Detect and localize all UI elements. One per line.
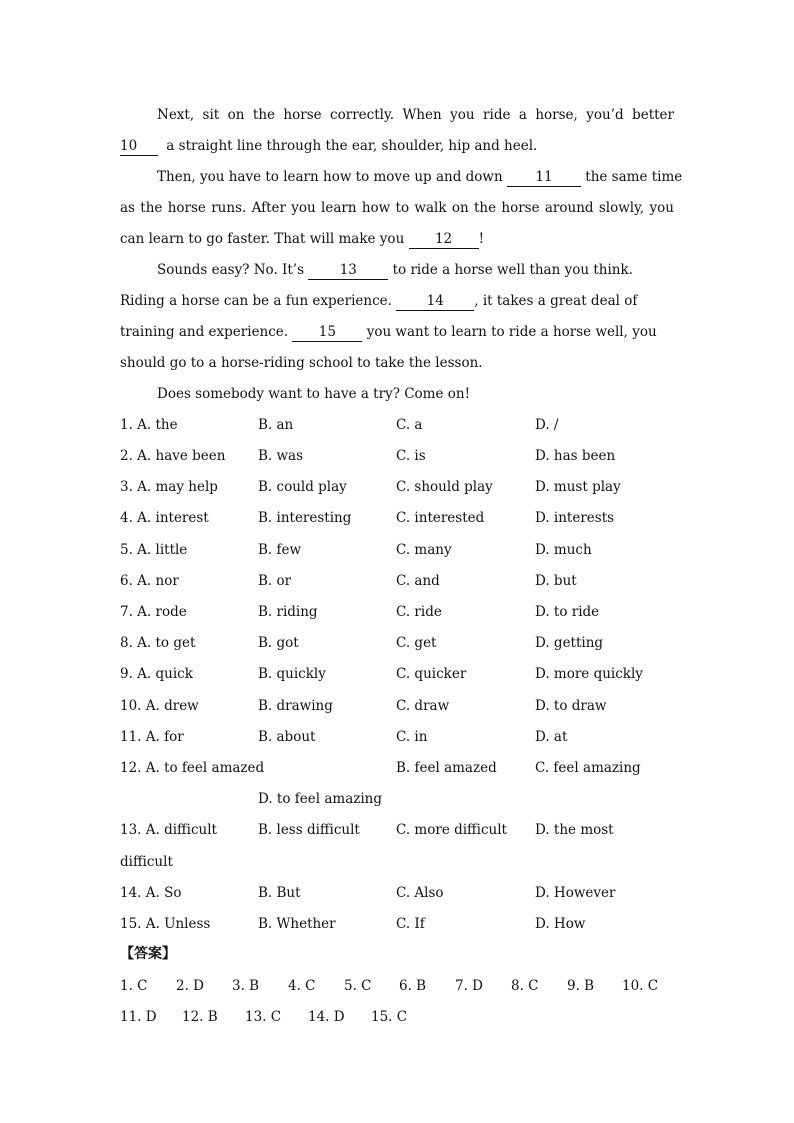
question-10-option-d: D. to draw: [535, 698, 607, 714]
question-4-option-a: 4. A. interest: [120, 510, 209, 526]
question-10-option-c: C. draw: [396, 698, 450, 714]
answer-item: 9. B: [567, 978, 595, 994]
passage-text: the same time: [585, 169, 683, 185]
question-7-option-b: B. riding: [258, 604, 318, 620]
blank-11: 11: [507, 169, 581, 187]
passage-text: Then, you have to learn how to move up and down: [157, 169, 503, 185]
question-13-option-c: C. more difficult: [396, 822, 507, 838]
answer-item: 13. C: [245, 1009, 282, 1025]
question-15-option-a: 15. A. Unless: [120, 916, 211, 932]
passage-line: [120, 198, 674, 218]
question-14-option-b: B. But: [258, 885, 301, 901]
answer-item: 3. B: [232, 978, 260, 994]
question-14-option-a: 14. A. So: [120, 885, 182, 901]
passage-text: a straight line through the ear, shoulder, hip and heel.: [166, 138, 538, 154]
blank-14: 14: [396, 293, 474, 311]
question-6-option-b: B. or: [258, 573, 292, 589]
question-3-option-d: D. must play: [535, 479, 621, 495]
question-14-option-c: C. Also: [396, 885, 444, 901]
passage-text: to ride a horse well than you think.: [392, 262, 633, 278]
question-4-option-c: C. interested: [396, 510, 485, 526]
answer-item: 8. C: [511, 978, 539, 994]
passage-text: can learn to go faster. That will make you: [120, 231, 405, 247]
question-13-option-d: D. the most: [535, 822, 614, 838]
question-3-option-b: B. could play: [258, 479, 347, 495]
passage-text: Sounds easy? No. It’s: [157, 262, 305, 278]
answer-item: 14. D: [308, 1009, 345, 1025]
question-10-option-b: B. drawing: [258, 698, 333, 714]
blank-12: 12: [409, 231, 479, 249]
passage-text: you want to learn to ride a horse well, you: [366, 324, 657, 340]
question-12-option-a: 12. A. to feel amazed: [120, 760, 265, 776]
question-15-option-b: B. Whether: [258, 916, 336, 932]
passage-text: !: [478, 231, 484, 247]
question-7-option-a: 7. A. rode: [120, 604, 187, 620]
question-5-option-c: C. many: [396, 542, 452, 558]
question-2-option-d: D. has been: [535, 448, 616, 464]
answer-item: 6. B: [399, 978, 427, 994]
question-13-option-a: 13. A. difficult: [120, 822, 217, 838]
question-2-option-a: 2. A. have been: [120, 448, 226, 464]
answer-item: 4. C: [288, 978, 316, 994]
question-6-option-c: C. and: [396, 573, 440, 589]
answer-heading: 【答案】: [120, 946, 176, 962]
passage-line: [120, 136, 674, 156]
answer-item: 12. B: [182, 1009, 218, 1025]
question-7-option-d: D. to ride: [535, 604, 600, 620]
question-11-option-a: 11. A. for: [120, 729, 184, 745]
question-15-option-c: C. If: [396, 916, 425, 932]
question-3-option-a: 3. A. may help: [120, 479, 218, 495]
blank-13: 13: [308, 262, 388, 280]
question-8-option-b: B. got: [258, 635, 299, 651]
passage-line: [120, 353, 674, 373]
answer-item: 1. C: [120, 978, 148, 994]
question-12-option-b: B. feel amazed: [396, 760, 497, 776]
question-9-option-c: C. quicker: [396, 666, 467, 682]
question-4-option-b: B. interesting: [258, 510, 352, 526]
question-6-option-a: 6. A. nor: [120, 573, 179, 589]
passage-text: Next, sit on the horse correctly. When you ride a horse, you’d better: [157, 107, 674, 123]
question-6-option-d: D. but: [535, 573, 577, 589]
question-11-option-c: C. in: [396, 729, 428, 745]
question-2-option-b: B. was: [258, 448, 304, 464]
question-5-option-a: 5. A. little: [120, 542, 188, 558]
passage-text: as the horse runs. After you learn how to walk on the horse around slowly, you: [120, 200, 674, 216]
passage-line: [157, 105, 674, 125]
question-11-option-d: D. at: [535, 729, 568, 745]
question-1-option-c: C. a: [396, 417, 423, 433]
passage-line: [157, 167, 683, 187]
question-9-option-b: B. quickly: [258, 666, 326, 682]
answer-item: 15. C: [371, 1009, 408, 1025]
passage-line: [120, 322, 674, 342]
question-7-option-c: C. ride: [396, 604, 442, 620]
question-2-option-c: C. is: [396, 448, 426, 464]
question-1-option-a: 1. A. the: [120, 417, 178, 433]
answer-item: 2. D: [176, 978, 204, 994]
passage-line: [157, 384, 674, 404]
question-5-option-d: D. much: [535, 542, 592, 558]
question-1-option-d: D. /: [535, 417, 559, 433]
answer-item: 10. C: [622, 978, 659, 994]
question-5-option-b: B. few: [258, 542, 302, 558]
question-8-option-c: C. get: [396, 635, 437, 651]
blank-15: 15: [292, 324, 362, 342]
passage-line: [120, 229, 674, 249]
blank-10: 10: [120, 138, 158, 156]
question-14-option-d: D. However: [535, 885, 616, 901]
question-8-option-a: 8. A. to get: [120, 635, 196, 651]
question-3-option-c: C. should play: [396, 479, 493, 495]
question-4-option-d: D. interests: [535, 510, 615, 526]
question-9-option-a: 9. A. quick: [120, 666, 193, 682]
question-13-option-d-continued: difficult: [120, 854, 173, 870]
question-13-option-b: B. less difficult: [258, 822, 360, 838]
question-15-option-d: D. How: [535, 916, 586, 932]
question-12-option-c: C. feel amazing: [535, 760, 641, 776]
passage-line: [157, 260, 674, 280]
passage-text: Riding a horse can be a fun experience.: [120, 293, 392, 309]
question-9-option-d: D. more quickly: [535, 666, 643, 682]
passage-text: Does somebody want to have a try? Come on!: [157, 386, 471, 402]
question-12-option-d: D. to feel amazing: [258, 791, 383, 807]
question-10-option-a: 10. A. drew: [120, 698, 199, 714]
passage-text: should go to a horse-riding school to take the lesson.: [120, 355, 483, 371]
answer-item: 7. D: [455, 978, 483, 994]
question-8-option-d: D. getting: [535, 635, 604, 651]
question-11-option-b: B. about: [258, 729, 316, 745]
question-1-option-b: B. an: [258, 417, 294, 433]
passage-text: , it takes a great deal of: [474, 293, 638, 309]
answer-item: 11. D: [120, 1009, 157, 1025]
answer-item: 5. C: [344, 978, 372, 994]
passage-text: training and experience.: [120, 324, 289, 340]
passage-line: [120, 291, 674, 311]
